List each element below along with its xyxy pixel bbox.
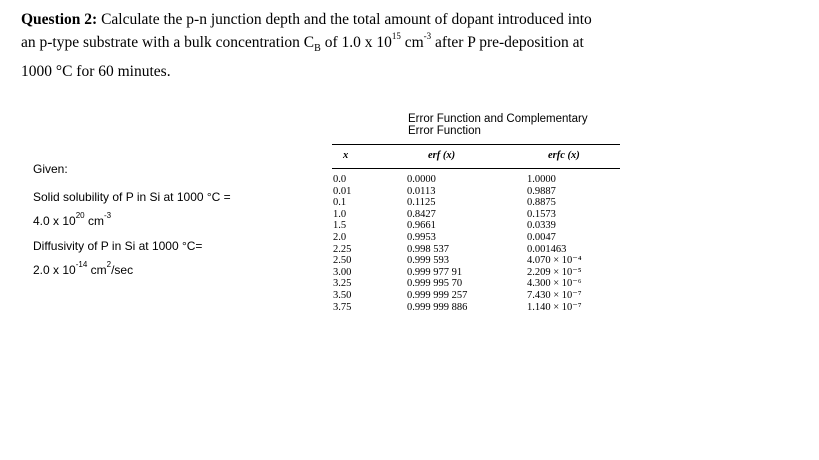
solubility-value <box>33 211 112 228</box>
x-cell: 3.00 <box>333 266 352 278</box>
column-erf <box>407 174 467 313</box>
diffusivity-exp: -14 <box>75 260 88 269</box>
x-cell: 0.1 <box>333 197 347 209</box>
solubility-label: Solid solubility of P in Si at 1000 °C = <box>33 190 231 204</box>
question-text-2c: cm <box>404 34 424 51</box>
header-erf: erf (x) <box>428 150 456 161</box>
question-label: Question 2: <box>21 11 98 28</box>
erfc-cell: 2.209 × 10⁻⁵ <box>527 266 582 278</box>
table-title-line-1: Error Function and Complementary <box>408 113 588 125</box>
solubility-exp: 20 <box>75 211 85 220</box>
x-cell: 2.0 <box>333 231 347 243</box>
x-cell: 0.0 <box>333 174 347 185</box>
subscript-b: B <box>314 43 321 55</box>
exponent-15: 15 <box>391 31 401 41</box>
solubility-unit: cm <box>87 214 104 228</box>
question-text-1: Calculate the p-n junction depth and the total amount of dopant introduced into <box>101 11 592 28</box>
x-cell: 2.50 <box>333 255 352 267</box>
erf-cell: 0.999 999 257 <box>407 289 468 301</box>
x-cell: 1.0 <box>333 208 347 220</box>
erf-cell: 0.998 537 <box>407 243 449 255</box>
x-cell: 3.75 <box>333 301 352 313</box>
erfc-cell: 1.0000 <box>527 174 556 185</box>
erf-cell: 0.0000 <box>407 174 436 185</box>
erf-cell: 0.999 593 <box>407 255 449 267</box>
x-cell: 3.50 <box>333 289 352 301</box>
question-text-2d: after P pre-deposition at <box>435 34 584 51</box>
header-x: x <box>343 150 349 161</box>
question-line-2 <box>21 31 811 60</box>
question-text-2b: of 1.0 x 10 <box>324 34 392 51</box>
question-line-3: 1000 °C for 60 minutes. <box>21 63 171 81</box>
header-erfc: erfc (x) <box>548 150 580 161</box>
column-x <box>333 174 351 313</box>
question-text <box>21 8 811 83</box>
x-cell: 3.25 <box>333 278 352 290</box>
erf-cell: 0.9661 <box>407 220 436 232</box>
erf-cell: 0.999 999 886 <box>407 301 468 313</box>
diffusivity-unit-tail: /sec <box>111 263 134 277</box>
erfc-cell: 4.070 × 10⁻⁴ <box>527 255 582 267</box>
erfc-cell: 1.140 × 10⁻⁷ <box>527 301 582 313</box>
erf-cell: 0.999 977 91 <box>407 266 463 278</box>
solubility-unit-exp: -3 <box>103 211 112 220</box>
erf-cell: 0.8427 <box>407 208 436 220</box>
diffusivity-value <box>33 260 134 277</box>
table-title <box>408 113 588 137</box>
question-text-2a: an p-type substrate with a bulk concentration C <box>21 34 315 51</box>
column-erfc <box>527 174 582 313</box>
x-cell: 1.5 <box>333 220 347 232</box>
erfc-cell: 0.1573 <box>527 208 556 220</box>
question-line-1 <box>21 8 811 31</box>
erf-cell: 0.1125 <box>407 197 436 209</box>
x-cell: 2.25 <box>333 243 352 255</box>
table-top-rule <box>332 144 620 145</box>
erf-cell: 0.9953 <box>407 231 436 243</box>
diffusivity-unit: cm <box>90 263 107 277</box>
x-cell: 0.01 <box>333 185 352 197</box>
erfc-cell: 0.001463 <box>527 243 567 255</box>
table-header-rule <box>332 168 620 169</box>
erfc-cell: 0.0047 <box>527 231 556 243</box>
erfc-cell: 0.9887 <box>527 185 556 197</box>
exponent-neg3: -3 <box>423 31 432 41</box>
diffusivity-label: Diffusivity of P in Si at 1000 °C= <box>33 239 203 253</box>
given-heading: Given: <box>33 162 68 176</box>
erf-cell: 0.999 995 70 <box>407 278 463 290</box>
erfc-cell: 0.8875 <box>527 197 556 209</box>
table-title-line-2: Error Function <box>408 125 481 137</box>
solubility-base: 4.0 x 10 <box>33 214 76 228</box>
erfc-cell: 7.430 × 10⁻⁷ <box>527 289 582 301</box>
diffusivity-unit-exp: 2 <box>106 260 112 269</box>
diffusivity-base: 2.0 x 10 <box>33 263 76 277</box>
erfc-cell: 0.0339 <box>527 220 556 232</box>
erf-cell: 0.0113 <box>407 185 436 197</box>
erfc-cell: 4.300 × 10⁻⁶ <box>527 278 582 290</box>
